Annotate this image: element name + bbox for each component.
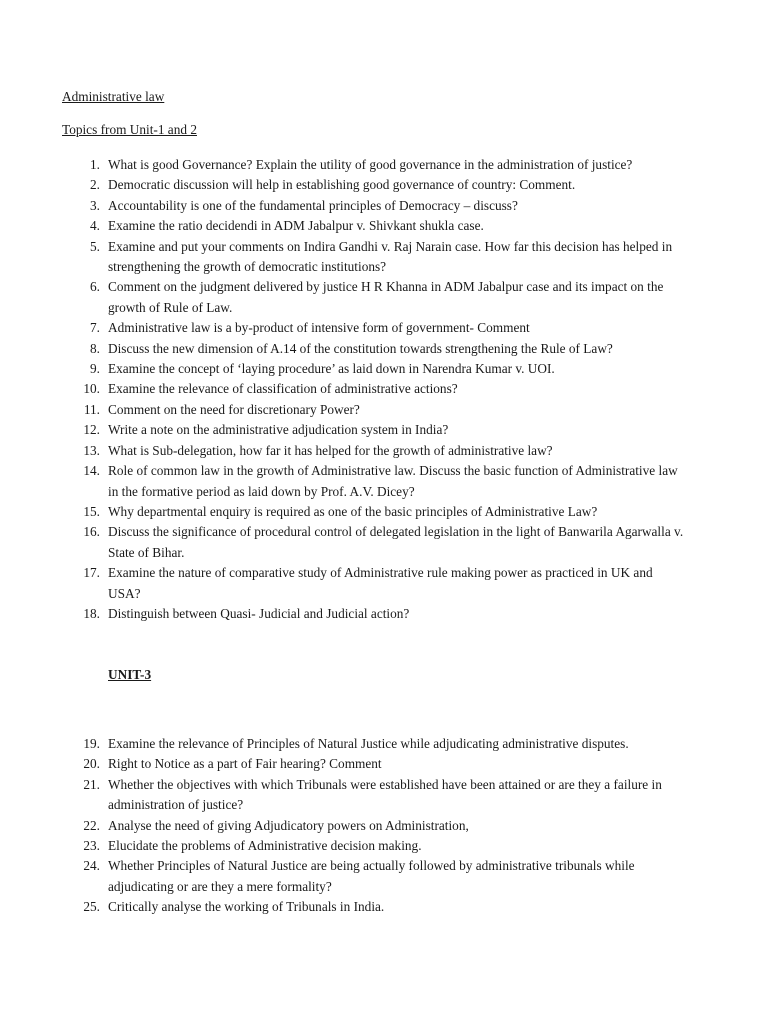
item-number: 9. <box>90 361 100 377</box>
list-item <box>0 196 768 216</box>
item-number: 11. <box>83 401 100 417</box>
item-number: 18. <box>83 605 100 621</box>
item-number: 4. <box>90 218 100 234</box>
item-number: 19. <box>83 736 100 751</box>
list-item <box>0 155 768 175</box>
list-item <box>0 502 768 522</box>
item-number: 1. <box>90 157 100 172</box>
list-item <box>0 400 768 420</box>
item-text: Distinguish between Quasi- Judicial and Judicial action? <box>108 605 410 621</box>
item-number: 13. <box>83 442 100 458</box>
item-number: 7. <box>90 320 100 336</box>
item-text: Discuss the significance of procedural control of delegated legislation in the light of Banwarila Agarwalla v. State of Bihar. <box>108 524 684 560</box>
topics-heading: Topics from Unit-1 and 2 <box>62 122 197 137</box>
list-item <box>0 277 768 318</box>
item-number: 10. <box>83 381 100 397</box>
item-number: 21. <box>83 776 100 792</box>
list-item <box>0 379 768 399</box>
item-text: Examine and put your comments on Indira Gandhi v. Raj Narain case. How far this decision has helped in strengthening the growth of democratic institutions? <box>108 238 673 275</box>
list-item <box>0 897 768 917</box>
item-number: 23. <box>83 838 100 854</box>
item-text: Administrative law is a by-product of intensive form of government- Comment <box>108 320 530 336</box>
item-number: 8. <box>90 340 100 356</box>
list-item <box>0 441 768 461</box>
item-number: 20. <box>83 756 100 772</box>
item-text: Discuss the new dimension of A.14 of the constitution towards strengthening the Rule of Law? <box>108 340 613 356</box>
item-text: Elucidate the problems of Administrative decision making. <box>108 838 422 854</box>
item-text: Examine the relevance of classification of administrative actions? <box>108 381 458 397</box>
list-item <box>0 816 768 836</box>
item-number: 14. <box>83 463 100 479</box>
list-item <box>0 339 768 359</box>
item-text: Write a note on the administrative adjudication system in India? <box>108 422 449 438</box>
item-number: 16. <box>83 524 100 540</box>
item-text: Examine the nature of comparative study of Administrative rule making power as practiced in UK and USA? <box>108 565 653 601</box>
document-title: Administrative law <box>62 89 165 104</box>
item-text: What is good Governance? Explain the utility of good governance in the administration of justice? <box>108 157 633 172</box>
item-text: Examine the relevance of Principles of Natural Justice while adjudicating administrative disputes. <box>108 736 629 751</box>
item-text: Democratic discussion will help in establishing good governance of country: Comment. <box>108 177 576 193</box>
list-item <box>0 522 768 563</box>
item-text: Why departmental enquiry is required as one of the basic principles of Administrative Law? <box>108 503 598 519</box>
list-item <box>0 175 768 195</box>
question-list-unit-3 <box>0 734 768 918</box>
item-number: 24. <box>83 858 100 874</box>
item-number: 15. <box>83 503 100 519</box>
item-text: Whether Principles of Natural Justice are being actually followed by administrative tribunals while adjudicating or are they a mere formality? <box>108 858 635 894</box>
item-text: What is Sub-delegation, how far it has helped for the growth of administrative law? <box>108 442 553 458</box>
list-item <box>0 856 768 897</box>
item-text: Right to Notice as a part of Fair hearing? Comment <box>108 756 382 772</box>
item-number: 6. <box>90 279 100 295</box>
item-number: 3. <box>90 197 100 213</box>
item-number: 5. <box>90 238 100 254</box>
item-number: 17. <box>83 565 100 581</box>
list-item <box>0 318 768 338</box>
item-text: Whether the objectives with which Tribunals were established have been attained or are they a failure in administration of justice? <box>108 776 662 813</box>
list-item <box>0 563 768 604</box>
list-item <box>0 237 768 278</box>
list-item <box>0 604 768 624</box>
item-number: 12. <box>83 422 100 438</box>
list-item <box>0 775 768 816</box>
item-text: Critically analyse the working of Tribunals in India. <box>108 899 385 915</box>
unit-3-heading: UNIT-3 <box>108 667 152 682</box>
list-item <box>0 359 768 379</box>
item-text: Analyse the need of giving Adjudicatory powers on Administration, <box>108 817 469 833</box>
item-text: Examine the ratio decidendi in ADM Jabalpur v. Shivkant shukla case. <box>108 218 484 234</box>
item-text: Examine the concept of ‘laying procedure’ as laid down in Narendra Kumar v. UOI. <box>108 361 555 377</box>
item-text: Accountability is one of the fundamental principles of Democracy – discuss? <box>108 197 518 213</box>
list-item <box>0 836 768 856</box>
list-item <box>0 754 768 774</box>
item-number: 22. <box>83 817 100 833</box>
item-number: 2. <box>90 177 100 193</box>
item-number: 25. <box>83 899 100 915</box>
list-item <box>0 216 768 236</box>
list-item <box>0 420 768 440</box>
item-text: Role of common law in the growth of Administrative law. Discuss the basic function of Administrative law in the formative period as laid down by Prof. A.V. Dicey? <box>108 463 678 499</box>
item-text: Comment on the need for discretionary Power? <box>108 401 360 417</box>
question-list-units-1-2 <box>0 155 768 624</box>
item-text: Comment on the judgment delivered by justice H R Khanna in ADM Jabalpur case and its impact on the growth of Rule of Law. <box>108 279 664 315</box>
list-item <box>0 734 768 754</box>
list-item <box>0 461 768 502</box>
